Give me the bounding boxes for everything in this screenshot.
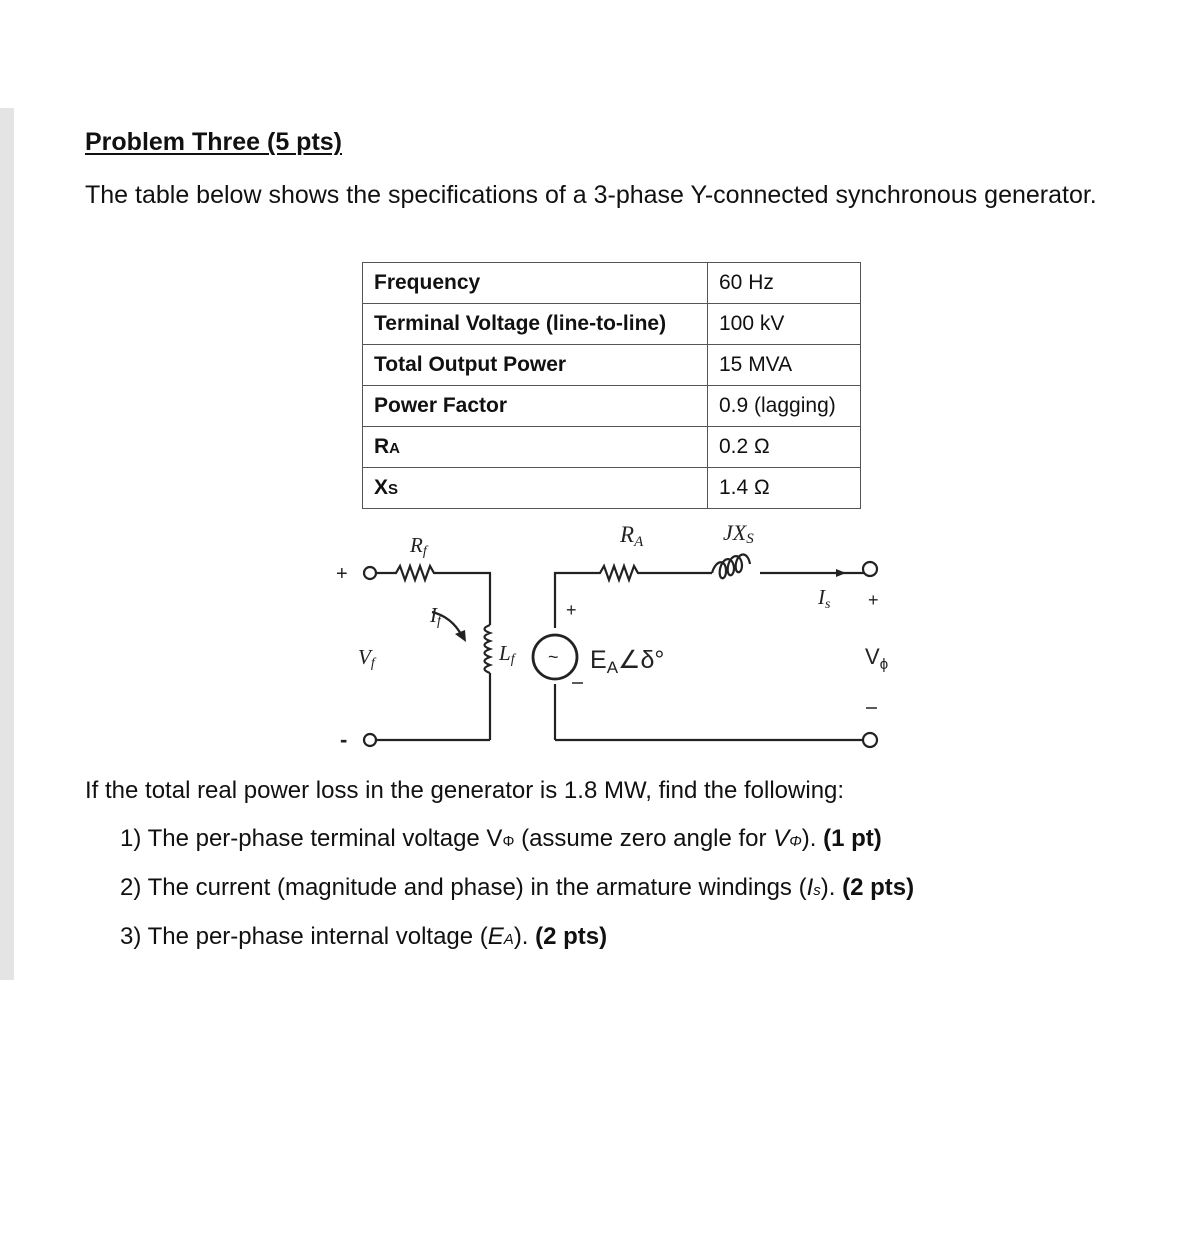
- list-item: [120, 822, 914, 871]
- output-terminal-plus: [863, 562, 877, 576]
- item-text: ).: [820, 874, 843, 901]
- vphi-plus-sign: +: [868, 590, 879, 610]
- item-text: The per-phase terminal voltage V: [141, 825, 503, 852]
- item-points: (2 pts): [535, 923, 608, 950]
- spec-label-sub: S: [388, 481, 399, 498]
- field-terminal-minus: [364, 734, 376, 746]
- list-item: [120, 920, 914, 969]
- label-sub: ϕ: [879, 656, 889, 673]
- question-list: [120, 822, 914, 969]
- spec-value: 0.9 (lagging): [708, 386, 861, 427]
- jxs-label: [723, 520, 754, 547]
- label-sub: A: [634, 534, 644, 550]
- ea-label: [590, 646, 664, 677]
- item-points: (2 pts): [842, 874, 915, 901]
- vf-minus-sign: -: [340, 727, 348, 752]
- spec-label-sub: A: [389, 440, 401, 457]
- label-main: JX: [723, 520, 747, 545]
- vphi-label: [865, 644, 888, 673]
- label-sub: f: [422, 544, 427, 559]
- ra-label: [619, 522, 644, 550]
- spec-label-main: R: [374, 435, 390, 458]
- ac-source-tilde: ~: [548, 647, 559, 667]
- output-terminal-minus: [863, 733, 877, 747]
- item-number: 2): [120, 874, 142, 901]
- lf-label: [498, 641, 517, 667]
- label-main: E: [590, 646, 607, 674]
- spec-value: 100 kV: [708, 304, 861, 345]
- label-sub: A: [606, 658, 619, 677]
- item-variable: E: [487, 923, 504, 950]
- ea-angle: ∠δ°: [618, 646, 665, 674]
- rf-label: [409, 533, 429, 559]
- label-sub: s: [825, 597, 831, 612]
- spec-value: 15 MVA: [708, 345, 861, 386]
- label-main: L: [499, 641, 511, 665]
- spec-label: Terminal Voltage (line-to-line): [363, 304, 708, 345]
- item-text: ).: [801, 825, 824, 852]
- label-main: R: [620, 522, 635, 547]
- label-main: I: [430, 603, 437, 627]
- armature-resistor-ra: [555, 566, 712, 628]
- synchronous-reactance-coil-icon: [712, 554, 750, 578]
- label-sub: f: [510, 652, 515, 667]
- item-subscript: s: [813, 882, 821, 899]
- current-arrow-icon: [836, 569, 846, 577]
- spec-label: Power Factor: [363, 386, 708, 427]
- item-variable: V: [773, 825, 790, 852]
- item-text: The per-phase internal voltage (: [141, 923, 488, 950]
- label-main: V: [358, 645, 371, 669]
- label-main: V: [865, 644, 880, 669]
- item-points: (1 pt): [823, 825, 882, 852]
- spec-value: 0.2 Ω: [708, 427, 861, 468]
- label-main: R: [410, 533, 423, 557]
- vf-label: [358, 645, 377, 671]
- problem-intro: The table below shows the specifications of a 3-phase Y-connected synchronous generator.: [85, 181, 1097, 209]
- phi-symbol: Φ: [789, 833, 802, 850]
- field-inductor-coil-icon: [485, 625, 491, 673]
- label-sub: f: [437, 614, 441, 629]
- item-variable: I: [806, 874, 814, 901]
- spec-label-main: X: [374, 476, 389, 499]
- label-sub: f: [370, 656, 375, 671]
- item-subscript: A: [503, 931, 514, 948]
- item-text: The current (magnitude and phase) in the armature windings (: [141, 874, 807, 901]
- item-number: 1): [120, 825, 142, 852]
- problem-title: Problem Three (5 pts): [85, 128, 342, 156]
- spec-label: Total Output Power: [363, 345, 708, 386]
- question-prompt: If the total real power loss in the generator is 1.8 MW, find the following:: [85, 777, 845, 804]
- vf-plus-sign: +: [336, 563, 348, 585]
- phi-symbol: Φ: [502, 833, 515, 850]
- item-number: 3): [120, 923, 142, 950]
- list-item: [120, 871, 914, 920]
- spec-label: Frequency: [363, 263, 708, 304]
- field-terminal-plus: [364, 567, 376, 579]
- item-text: ).: [513, 923, 536, 950]
- is-label: [817, 585, 831, 612]
- label-main: I: [818, 585, 825, 609]
- spec-value: 60 Hz: [708, 263, 861, 304]
- ea-plus-sign: +: [566, 600, 577, 620]
- label-sub: S: [746, 531, 754, 547]
- item-text: (assume zero angle for: [514, 825, 774, 852]
- spec-value: 1.4 Ω: [708, 468, 861, 509]
